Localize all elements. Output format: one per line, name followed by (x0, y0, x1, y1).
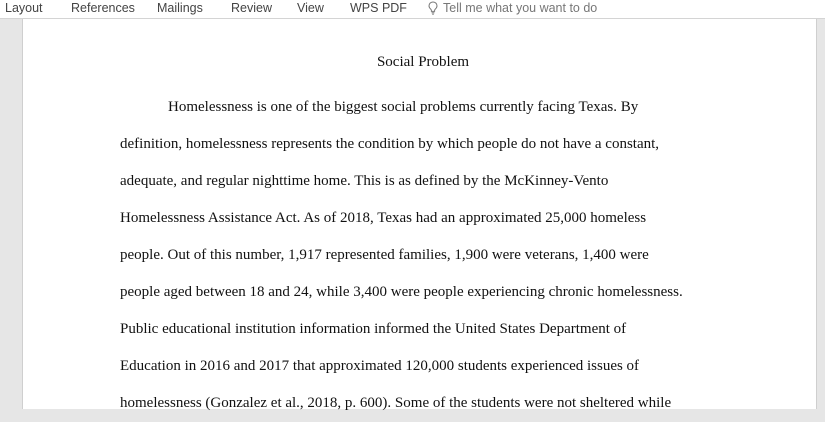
tab-wps-pdf[interactable]: WPS PDF (350, 1, 407, 15)
document-title: Social Problem (376, 54, 470, 70)
tab-view[interactable]: View (297, 1, 324, 15)
tab-mailings[interactable]: Mailings (157, 1, 203, 15)
document-body (120, 53, 726, 422)
text-line: Homelessness Assistance Act. As of 2018, Texas had an approximated 25,000 homeless (120, 210, 647, 226)
document-page[interactable] (22, 19, 817, 409)
text-line: definition, homelessness represents the condition by which people do not have a constant, (120, 136, 660, 152)
text-line: adequate, and regular nighttime home. This is as defined by the McKinney-Vento (120, 173, 609, 189)
text-line: people. Out of this number, 1,917 represented families, 1,900 were veterans, 1,400 were (120, 247, 649, 263)
tab-layout[interactable]: Layout (5, 1, 43, 15)
document-workspace (0, 19, 825, 409)
text-line: people aged between 18 and 24, while 3,400 were people experiencing chronic homelessness. (120, 284, 683, 300)
tab-references[interactable]: References (71, 1, 135, 15)
lightbulb-icon (428, 1, 438, 15)
text-line: Education in 2016 and 2017 that approximated 120,000 students experienced issues of (120, 358, 640, 374)
tab-review[interactable]: Review (231, 1, 272, 15)
text-line: Public educational institution information informed the United States Department of (120, 321, 627, 337)
tell-me-placeholder: Tell me what you want to do (443, 1, 598, 15)
text-line: homelessness (Gonzalez et al., 2018, p. 600). Some of the students were not sheltered while (120, 395, 672, 411)
ribbon-tab-bar (0, 0, 825, 19)
tell-me-search[interactable] (428, 0, 597, 17)
text-line: Homelessness is one of the biggest social problems currently facing Texas. By (168, 99, 639, 115)
